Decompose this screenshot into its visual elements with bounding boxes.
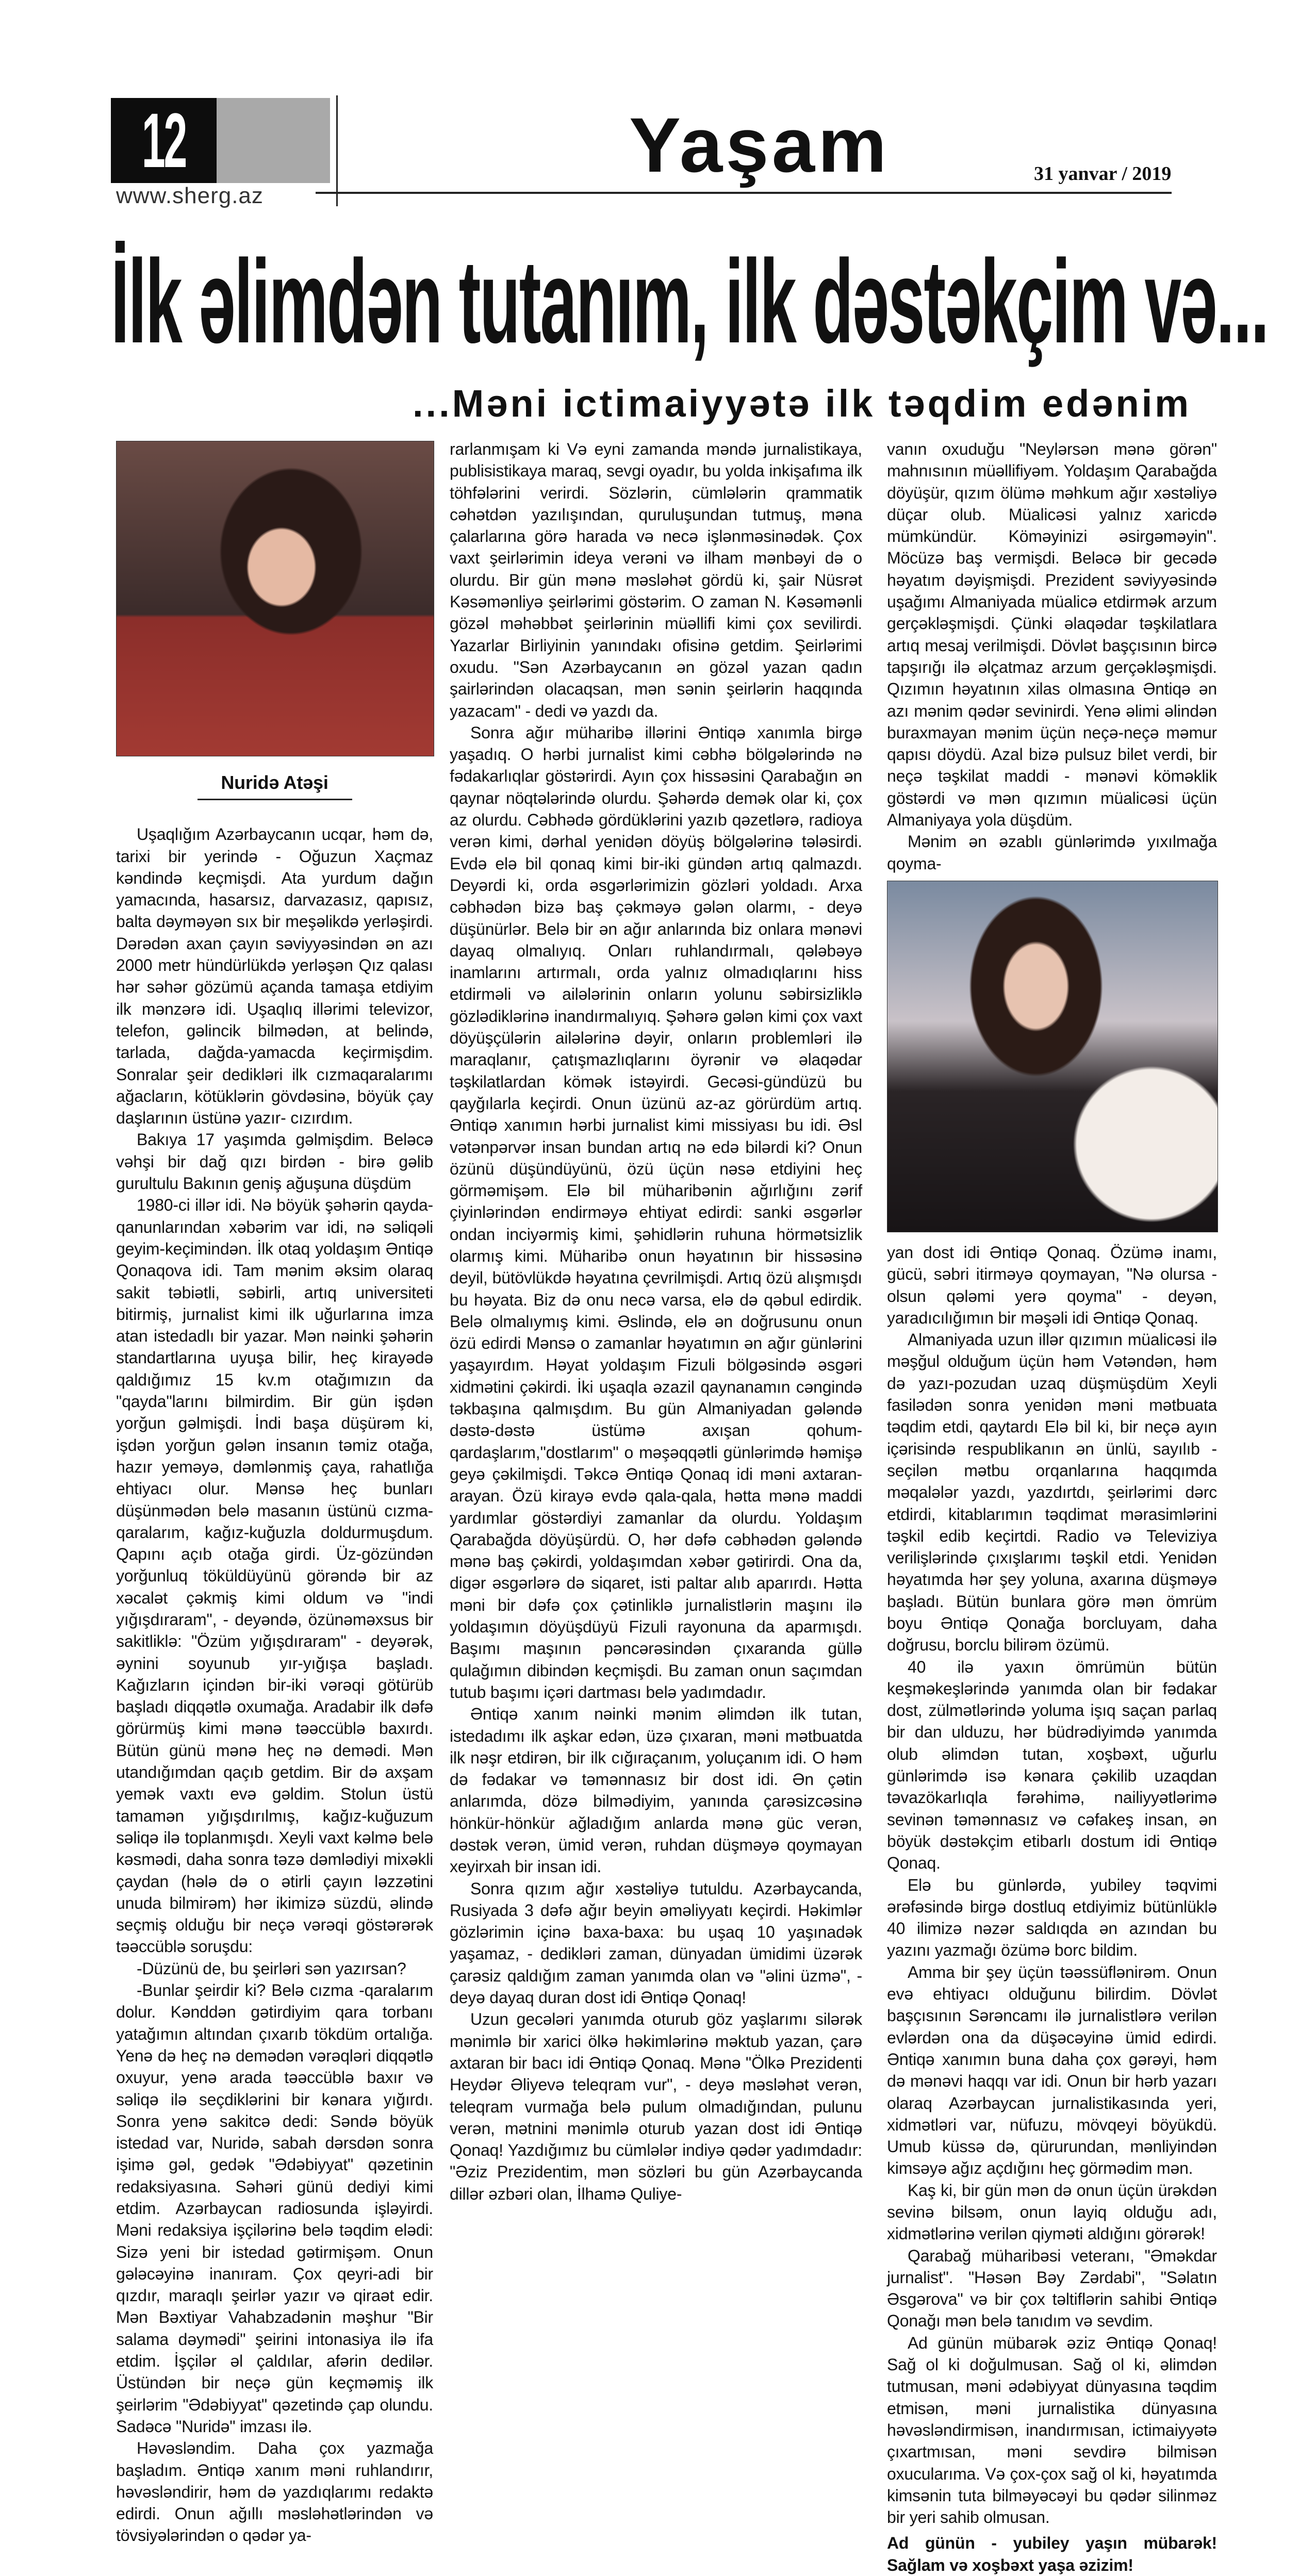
page-number-box: [111, 98, 217, 183]
author-byline: Nuridə Atəşi: [221, 772, 328, 793]
subject-photo: [887, 881, 1218, 1232]
article-headline: [111, 235, 1268, 368]
issue-date: 31 yanvar / 2019: [1034, 163, 1172, 185]
paragraph: Bakıya 17 yaşımda gəlmişdim. Beləcə vəhşi bir dağ qızı birdən - birə gəlib gurultulu Bakının geniş ağuşuna düşdüm: [116, 1130, 433, 1193]
article-subtitle: ...Məni ictimaiyyətə ilk təqdim edənim: [413, 382, 1192, 425]
column-3-text-bottom: [887, 1242, 1217, 2529]
paragraph: Əntiqə xanım nəinki mənim əlimdən ilk tutan, istedadımı ilk aşkar edən, üzə çıxaran, məni mətbuatda ilk nəşr etdirən, bir ilk cığıraçanım, yoluçanım idi. O həm də fədakar və təmənnasız bir dost idi. Ən çətin anlarımda, dözə bilmədiyim, yanında çarəsizcəsinə hönkür-hönkür ağladığım anlarda mənə güc verən, dəstək verən, ümid verən, ruhdan düşməyə qoymayan xeyirxah bir insan idi.: [450, 1705, 862, 1876]
headline-text: İlk əlimdən tutanım, ilk dəstəkçim və...: [111, 235, 1268, 368]
paragraph: Ad günün mübarək əziz Əntiqə Qonaq! Sağ ol ki doğulmusan. Sağ ol ki, əlimdən tutmusan, məni ədəbiyyat dünyasına təqdim etmisən, məni jurnalistika dünyasına həvəsləndirmisən, inandırmısan, ictimaiyyətə çıxartmısan, məni sevdirə bilmisən oxucularıma. Və çox-çox sağ ol ki, həyatımda kimsənin tuta bilməyəcəyi bu qədər silinməz bir yeri sahib olmusan.: [887, 2333, 1217, 2527]
header-rule: [316, 192, 1172, 194]
paragraph: Qarabağ müharibəsi veteranı, "Əməkdar jurnalist". "Həsən Bəy Zərdabi", "Səlatın Əsgərova" və bir çox təltiflərin sahibi Əntiqə Qonağı mən belə tanıdım və sevdim.: [887, 2246, 1217, 2331]
paragraph: Uzun gecələri yanımda oturub göz yaşlarımı silərək mənimlə bir xarici ölkə həkimlərinə məktub yazan, çarə axtaran bir bacı idi Əntiqə Qonaq. Mənə "Ölkə Prezidenti Heydər Əliyevə teleqram vur", - deyə məsləhət verən, teleqram vurmağa belə pulum olmadığından, pulunu verən, mətnini mənimlə oturub yazan dost idi Əntiqə Qonaq! Yazdığımız bu cümlələr indiyə qədər yadımdadır: "Əziz Prezidentim, mən sözləri bu gün Azərbaycanda dillər əzbəri olan, İlhamə Quliye-: [450, 2010, 862, 2203]
paragraph: rarlanmışam ki Və eyni zamanda məndə jurnalistikaya, publisistikaya maraq, sevgi oyadır, bu yolda inkişafıma ilk töhfələrini verirdi. Sözlərin, cümlələrin qrammatik cəhətdən yazılışından, quruluşundan tutmuş, məna çalarlarına görə harada və necə işlənməsinədək. Çox vaxt şeirlərimin ideya verəni və ilham mənbəyi də o olurdu. Bir gün mənə məsləhət gördü ki, şair Nüsrət Kəsəmənliyə şeirlərimi göstərim. O zaman N. Kəsəmənli gözəl məhəbbət şeirlərinin müəllifi kimi çox sevilirdi. Yazarlar Birliyinin yanındakı ofisinə getdim. Şeirlərimi oxudu. "Sən Azərbaycanın ən gözəl yazan qadın şairlərindən olacaqsan, mən sənin şeirlərin haqqında yazacam" - dedi və yazdı da.: [450, 440, 862, 720]
column-1: [116, 441, 433, 2547]
section-title: Yaşam: [629, 102, 890, 188]
page-number: 12: [141, 97, 186, 184]
paragraph: Həvəsləndim. Daha çox yazmağa başladım. Əntiqə xanım məni ruhlandırır, həvəsləndirir, həm də yazdıqlarımı redaktə edirdi. Onun ağıllı məsləhətlərindən və tövsiyələrindən o qədər ya-: [116, 2439, 433, 2545]
column-3: [887, 438, 1217, 2576]
header-divider: [336, 95, 338, 206]
website-url: www.sherg.az: [116, 183, 264, 208]
closing-wish: Ad günün - yubiley yaşın mübarək! Sağlam və xoşbəxt yaşa əzizim!: [887, 2534, 1217, 2574]
paragraph: -Düzünü de, bu şeirləri sən yazırsan?: [137, 1959, 406, 1978]
paragraph: Elə bu günlərdə, yubiley təqvimi ərəfəsində birgə dostluq etdiyimiz bütünlüklə 40 ilimizə nəzər saldıqda ən azından bu yazını yazmağı özümə borc bildim.: [887, 1875, 1217, 1960]
byline-rule: [198, 799, 352, 800]
paragraph: -Bunlar şeirdir ki? Belə cızma -qaralarım dolur. Kənddən gətirdiyim qara torbanı yatağımın altından çıxarıb tökdüm ortalığa. Yenə də heç nə demədən vərəqləri diqqətlə oxuyur, yenə arada təəccüblə baxır və səliqə ilə seçdiklərini bir kənara yığırdı. Sonra yenə sakitcə dedi: Səndə böyük istedad var, Nuridə, sabah dərsdən sonra işimə gəl, gedək "Ədəbiyyat" qəzetinin redaksiyasına. Səhəri günü dediyi kimi etdim. Azərbaycan radiosunda işləyirdi. Məni redaksiya işçilərinə belə təqdim elədi: Sizə yeni bir istedad gətirmişəm. Onun gələcəyinə inanıram. Çox qeyri-adi bir qızdır, maraqlı şeirlər yazır və qiraət edir. Mən Bəxtiyar Vahabzadənin məşhur "Bir salama dəymədi" şeirini intonasiya ilə ifa etdim. İşçilər əl çaldılar, afərin dedilər. Üstündən bir neçə gün keçməmiş ilk şeirlərim "Ədəbiyyat" qəzetində çap olundu. Sadəcə "Nuridə" imzası ilə.: [116, 1981, 433, 2436]
paragraph: Sonra qızım ağır xəstəliyə tutuldu. Azərbaycanda, Rusiyada 3 dəfə ağır beyin əməliyyatı keçirdi. Həkimlər gözlərimin içinə baxa-baxa: bu uşaq 10 yaşınadək yaşamaz, - dedikləri zaman, dünyadan ümidimi üzərək çarəsiz qaldığım zaman yanımda olan və "əlini üzmə", - deyə dayaq duran dost idi Əntiqə Qonaq!: [450, 1879, 862, 2007]
author-photo: [116, 441, 434, 756]
paragraph: vanın oxuduğu "Neylərsən mənə görən" mahnısının müəllifiyəm. Yoldaşım Qarabağda döyüşür, qızım ölümə məhkum ağır xəstəliyə düçar olub. Müalicəsi yalnız xaricdə mümkündür. Köməyinizi əsirgəməyin". Möcüzə baş vermişdi. Beləcə bir gecədə həyatım dəyişmişdi. Prezident səviyyəsində uşağımı Almaniyada müalicə etdirmək arzum gerçəkləşmişdi. Çünki əlaqədar təşkilatlara artıq mesaj verilmişdi. Dövlət başçısının bircə tapşırığı ilə əlçatmaz arzum gerçəkləşmişdi. Qızımın həyatının xilas olmasına Əntiqə ən azı mənim qədər sevinirdi. Yenə əlimi əlindən buraxmayan mənim üçün neçə-neçə məmur qapısı döydü. Azal bizə pulsuz bilet verdi, bir neçə təşkilat maddi - mənəvi köməklik göstərdi və mən qızımın müalicəsi üçün Almaniyaya yola düşdüm.: [887, 440, 1217, 830]
paragraph: Kaş ki, bir gün mən də onun üçün ürəkdən sevinə bilsəm, onun layiq olduğu adı, xidmətlərinə verilən qiyməti aldığını görərək!: [887, 2181, 1217, 2243]
paragraph: Almaniyada uzun illər qızımın müalicəsi ilə məşğul olduğum üçün həm Vətəndən, həm də yazı-pozudan uzaq düşmüşdüm Xeyli fasilədən sonra yenidən məni mətbuata təqdim etdi, qaytardı Elə bil ki, bir neçə ayın içərisində respublikanın ən ünlü, sayılıb - seçilən mətbu orqanlarına haqqımda məqalələr yazdı, yazdırtdı, şeirlərimi dərc etdirdi, kitablarımın təqdimat mərasimlərini təşkil edib keçirtdi. Radio və Televiziya verilişlərində çıxışlarımı təşkil etdi. Yenidən həyatımda hər şey yoluna, axarına düşməyə başladı. Bütün bunlara görə mən ömrüm boyu Əntiqə Qonağa borcluyam, daha doğrusu, borclu bilirəm özümü.: [887, 1330, 1217, 1655]
column-2-text: [450, 438, 862, 2205]
paragraph: Amma bir şey üçün təəssüflənirəm. Onun evə ehtiyacı olduğunu bilirdim. Dövlət başçısının Sərəncamı ilə jurnalistlərə verilən evlərdən ona da düşəcəyinə ümid edirdi. Əntiqə xanımın buna daha çox gərəyi, həm də mənəvi haqqı var idi. Onun bir hərb yazarı olaraq Azərbaycan jurnalistikasında yeri, xidmətləri var, nüfuzu, mövqeyi böyükdü. Umub küssə də, qürurundan, mənliyindən kimsəyə ağız açdığını heç görmədim mən.: [887, 1962, 1217, 2178]
column-3-text-top: [887, 438, 1217, 874]
paragraph: Uşaqlığım Azərbaycanın ucqar, həm də, tarixi bir yerində - Oğuzun Xaçmaz kəndində keçmişdi. Ata yurdum dağın yamacında, hasarsız, darvazasız, qapısız, balta dəyməyən sıx bir meşəlikdə yerləşirdi. Dərədən axan çayın səviyyəsindən ən azı 2000 metr hündürlükdə yerləşən Qız qalası hər səhər gözümü açanda tamaşa etdiyim ilk mənzərə idi. Uşaqlıq illərimi televizor, telefon, gəlincik bilmədən, at belində, tarlada, dağda-yamacda keçirmişdim. Sonralar şeir dedikləri ilk cızmaqaralarımı ağacların, kötüklərin gövdəsinə, böyük çay daşlarının üstünə yazır- cızırdım.: [116, 825, 433, 1128]
column-1-text: [116, 823, 433, 2546]
paragraph: 40 ilə yaxın ömrümün bütün keşməkeşlərində yanımda olan bir fədakar dost, zülmətlərində yoluma işıq saçan parlaq bir dan ulduzu, hər büdrədiyimdə yanımda olub əlimdən tutan, xoşbəxt, uğurlu günlərimdə isə kənara çəkilib uzaqdan təvazökarlıqla fərəhimə, nailiyyətlərimə sevinən təmənnasız və cəfakeş insan, ən böyük dəstəkçim etibarlı dostum idi Əntiqə Qonaq.: [887, 1657, 1217, 1873]
paragraph: Sonra ağır müharibə illərini Əntiqə xanımla birgə yaşadıq. O hərbi jurnalist kimi cəbhə bölgələrində nə fədakarlıqlar göstərirdi. Ayın çox hissəsini Qarabağın ən qaynar nöqtələrində olurdu. Şəhərdə demək olar ki, çox az olurdu. Cəbhədə gördüklərini yazıb qəzetlərə, radioya verən kimi, dərhal yenidən döyüş bölgələrinə tələsirdi. Evdə elə bil qonaq kimi bir-iki gündən artıq qalmazdı. Deyərdi ki, orda əsgərlərimizin gözləri yoldadı. Arxa cəbhədən bizə baş çəkməyə gələn olarmı, - deyə düşünürlər. Belə bir ən ağır anlarında biz onlara mənəvi dayaq olmalıyıq. Onları ruhlandırmalı, qələbəyə inamlarını artırmalı, orda yalnız olmadıqlarını hiss etdirməli və ailələrinin onların yolunu səbirsizliklə gözlədiklərinə inandırmalıyıq. Şəhərə gələn kimi çox vaxt döyüşçülərin ailələrinə dəyir, onların problemləri ilə maraqlanır, çatışmazlıqlarını öyrənir və əlaqədar təşkilatlardan kömək istəyirdi. Gecəsi-gündüzü bu qayğılarla keçirdi. Onun üzünü az-az görürdüm artıq. Əntiqə xanımın hərbi jurnalist kimi missiyası bu idi. Əsl vətənpərvər insan bundan artıq nə edə bilərdi ki? Onun özünü düşündüyünü, özü üçün nəsə etdiyini heç görməmişəm. Elə bil müharibənin ağırlığını zərif çiyinlərindən endirməyə ehtiyat edirdi: sanki əsgərlər ondan inciyərmiş kimi, şəhidlərin ruhuna hörmətsizlik olarmış kimi. Müharibə onun həyatının bir hissəsinə deyil, bütövlükdə həyatına çevrilmişdi. Artıq özü alışmışdı bu həyata. Biz də onu necə varsa, elə də qəbul edirdik. Belə olmalıymış kimi. Əslində, elə ən doğrusunu onun özü edirdi Mənsə o zamanlar həyatımın ən ağır günlərini yaşayırdım. Həyat yoldaşım Fizuli bölgəsində əsgəri xidmətini çəkirdi. İki uşaqla əzazil qaynanamın cəngində təkbaşına qalmışdım. Bu gün Almaniyadan gələndə dəstə-dəstə üstümə axışan qohum-qardaşlarım,"dostlarım" o məşəqqətli günlərimdə həmişə geyə çəkilmişdi. Təkcə Əntiqə Qonaq idi məni axtaran-arayan. Özü kirayə evdə qala-qala, hətta mənə maddi yardımlar göstərdiyi zamanlar da olurdu. Yoldaşım Qarabağda döyüşürdü. O, hər dəfə cəbhədən gələndə mənə baş çəkirdi, yoldaşımdan xəbər gətirirdi. Ona da, digər əsgərlərə də siqaret, isti paltar alıb aparırdı. Hətta məni bir dəfə çox çətinliklə jurnalistlərin maşını ilə yoldaşımın döyüşdüyü Fizuli rayonuna da aparmışdı. Başımı maşının pəncərəsindən çıxaranda güllə qulağımın dibindən keçmişdi. Bu zaman onun saçımdan tutub başımı içəri dartması belə yadımdadır.: [450, 723, 862, 1702]
column-2: [450, 438, 862, 2205]
paragraph: 1980-ci illər idi. Nə böyük şəhərin qayda-qanunlarından xəbərim var idi, nə səliqəli geyim-keçimindən. İlk otaq yoldaşım Əntiqə Qonaqova idi. Tam mənim əksim olaraq sakit təbiətli, səbirli, artıq universiteti bitirmiş, jurnalist kimi ilk uğurlarına imza atan istedadlı bir yazar. Mən nəinki şəhərin standartlarına uyuşa bilir, heç kirayədə qaldığımız 15 kv.m otağımızın da "qayda"larını bilmirdim. Bir gün işdən yorğun gəlmişdi. İndi başa düşürəm ki, işdən yorğun gələn insanın təmiz otağa, hazır yeməyə, dəmlənmiş çaya, rahatlığa ehtiyacı olur. Mənsə heç bunları düşünmədən belə masanın üstünü cızma-qaralarım, kağız-kuğuzla doldurmuşdum. Qapını açıb otağa girdi. Üz-gözündən yorğunluq töküldüyünü görəndə bir az xəcalət çəkmiş kimi oldum və "indi yığışdıraram", - deyəndə, özünəməxsus bir sakitliklə: "Özüm yığışdıraram" - deyərək, əynini soyunub yır-yığışa başladı. Kağızların içindən bir-iki vərəqi götürüb başladı diqqətlə oxumağa. Aradabir ilk dəfə görürmüş kimi mənə təəccüblə baxırdı. Bütün günü mənə heç nə demədi. Mən utandığımdan qaçıb getdim. Bir də axşam yemək vaxtı evə gəldim. Stolun üstü tamamən yığışdırılmış, kağız-kuğuzum səliqə ilə toplanmışdı. Xeyli vaxt kəlmə belə kəsmədi, daha sonra təzə dəmlədiyi mixəkli çaydan (hələ də o ətirli çayın ləzzətini unuda bilmirəm) hər ikimizə süzdü, əlində seçmiş olduğu bir neçə vərəqi göstərərək təəccüblə soruşdu:: [116, 1196, 433, 1956]
header-grey-block: [217, 98, 330, 183]
paragraph: yan dost idi Əntiqə Qonaq. Özümə inamı, gücü, səbri itirməyə qoymayan, "Nə olursa - olsun qələmi yerə qoyma" - deyən, yaradıcılığımın bir məşəli idi Əntiqə Qonaq.: [887, 1243, 1217, 1327]
paragraph: Mənim ən əzablı günlərimdə yıxılmağa qoyma-: [887, 832, 1217, 873]
